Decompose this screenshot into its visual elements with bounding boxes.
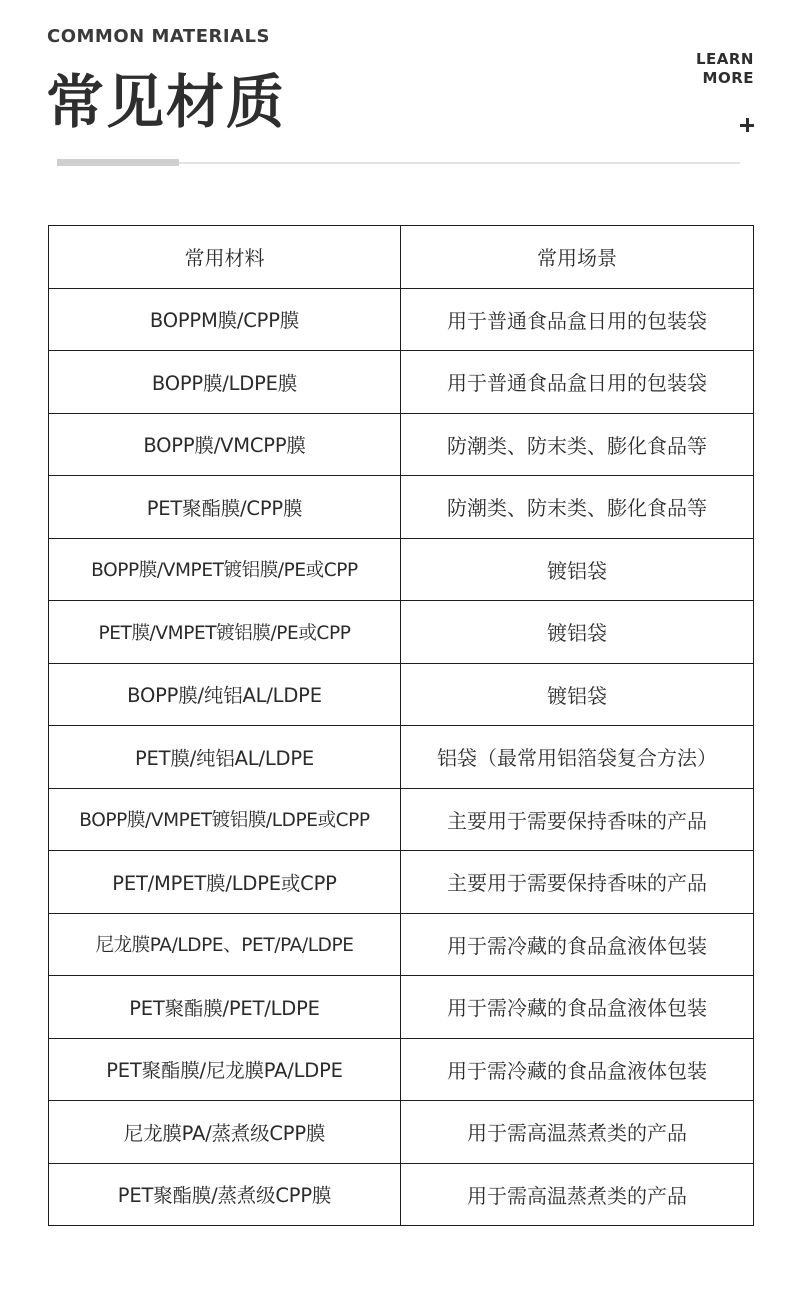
usage-cell: 用于需高温蒸煮类的产品 xyxy=(401,1163,754,1226)
material-cell: PET聚酯膜/尼龙膜PA/LDPE xyxy=(49,1038,401,1101)
usage-cell: 主要用于需要保持香味的产品 xyxy=(401,851,754,914)
table-row xyxy=(49,976,754,1039)
usage-cell: 镀铝袋 xyxy=(401,601,754,664)
material-cell: PET聚酯膜/PET/LDPE xyxy=(49,976,401,1039)
usage-cell: 用于需高温蒸煮类的产品 xyxy=(401,1101,754,1164)
table-row xyxy=(49,913,754,976)
table-row xyxy=(49,851,754,914)
usage-cell: 用于需冷藏的食品盒液体包装 xyxy=(401,976,754,1039)
table-row xyxy=(49,1038,754,1101)
material-cell: PET膜/纯铝AL/LDPE xyxy=(49,726,401,789)
usage-cell: 防潮类、防末类、膨化食品等 xyxy=(401,413,754,476)
table-row xyxy=(49,413,754,476)
material-cell: BOPP膜/VMCPP膜 xyxy=(49,413,401,476)
table-row xyxy=(49,788,754,851)
materials-table xyxy=(48,225,754,1226)
usage-cell: 镀铝袋 xyxy=(401,538,754,601)
material-cell: BOPP膜/VMPET镀铝膜/PE或CPP xyxy=(49,538,401,601)
usage-cell: 用于需冷藏的食品盒液体包装 xyxy=(401,1038,754,1101)
material-cell: BOPP膜/纯铝AL/LDPE xyxy=(49,663,401,726)
material-cell: PET聚酯膜/蒸煮级CPP膜 xyxy=(49,1163,401,1226)
usage-cell: 用于普通食品盒日用的包装袋 xyxy=(401,351,754,414)
learn-more-line2: MORE xyxy=(702,69,754,87)
material-cell: PET/MPET膜/LDPE或CPP xyxy=(49,851,401,914)
usage-cell: 铝袋（最常用铝箔袋复合方法） xyxy=(401,726,754,789)
table-row xyxy=(49,538,754,601)
material-cell: PET聚酯膜/CPP膜 xyxy=(49,476,401,539)
usage-cell: 用于普通食品盒日用的包装袋 xyxy=(401,288,754,351)
learn-more-link[interactable] xyxy=(696,50,754,88)
page-subtitle: COMMON MATERIALS xyxy=(47,26,270,47)
table-row xyxy=(49,663,754,726)
material-cell: PET膜/VMPET镀铝膜/PE或CPP xyxy=(49,601,401,664)
header-scenarios: 常用场景 xyxy=(401,226,754,289)
usage-cell: 防潮类、防末类、膨化食品等 xyxy=(401,476,754,539)
learn-more-line1: LEARN xyxy=(695,50,754,68)
table-row xyxy=(49,601,754,664)
material-cell: BOPPM膜/CPP膜 xyxy=(49,288,401,351)
table-row xyxy=(49,476,754,539)
usage-cell: 镀铝袋 xyxy=(401,663,754,726)
plus-icon[interactable] xyxy=(740,118,754,132)
material-cell: BOPP膜/VMPET镀铝膜/LDPE或CPP xyxy=(49,788,401,851)
table-row xyxy=(49,288,754,351)
usage-cell: 用于需冷藏的食品盒液体包装 xyxy=(401,913,754,976)
page-title: 常见材质 xyxy=(46,68,287,136)
divider-accent xyxy=(57,159,179,166)
table-row xyxy=(49,1101,754,1164)
table-row xyxy=(49,351,754,414)
material-cell: BOPP膜/LDPE膜 xyxy=(49,351,401,414)
header-materials: 常用材料 xyxy=(49,226,401,289)
table-row xyxy=(49,726,754,789)
material-cell: 尼龙膜PA/蒸煮级CPP膜 xyxy=(49,1101,401,1164)
material-cell: 尼龙膜PA/LDPE、PET/PA/LDPE xyxy=(49,913,401,976)
table-row xyxy=(49,1163,754,1226)
usage-cell: 主要用于需要保持香味的产品 xyxy=(401,788,754,851)
table-header-row xyxy=(49,226,754,289)
